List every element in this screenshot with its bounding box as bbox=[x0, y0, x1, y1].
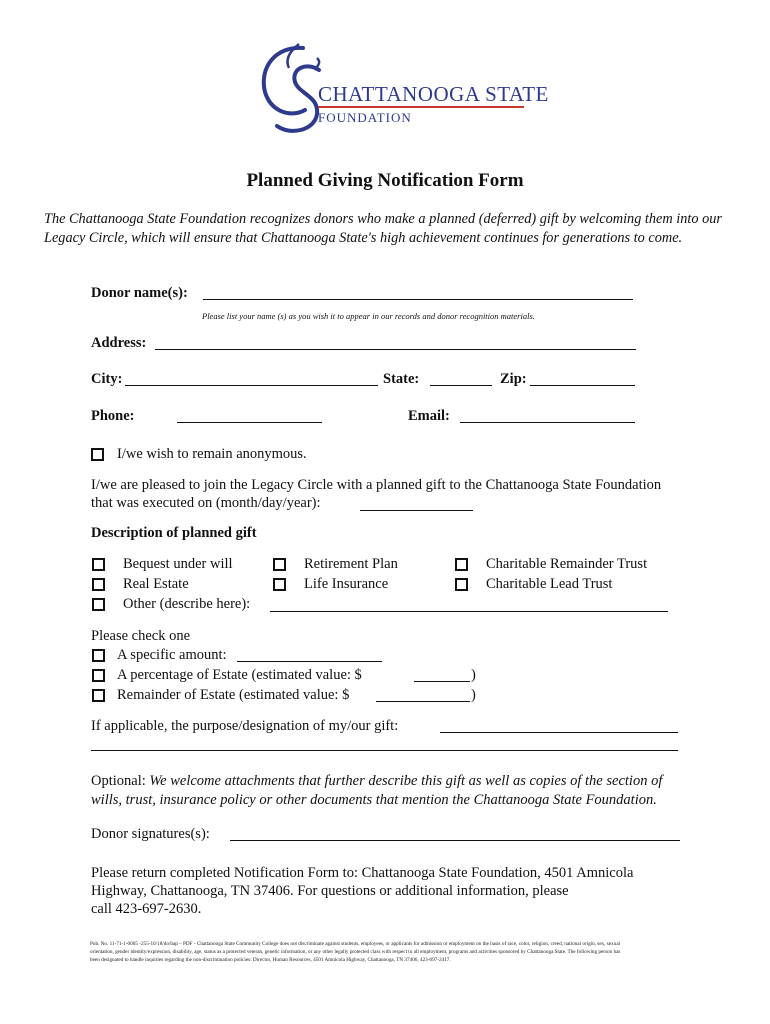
logo-line-1: CHATTANOOGA STATE bbox=[318, 82, 549, 106]
phone-field[interactable] bbox=[177, 422, 322, 423]
signature-field[interactable] bbox=[230, 840, 680, 841]
page-title: Planned Giving Notification Form bbox=[246, 170, 524, 191]
percentage-close: ) bbox=[471, 667, 476, 683]
return-line-3: call 423-697-2630. bbox=[91, 901, 202, 917]
email-label: Email: bbox=[408, 408, 450, 424]
life-insurance-checkbox[interactable] bbox=[273, 578, 286, 591]
donor-name-label: Donor name(s): bbox=[91, 285, 188, 301]
specific-amount-checkbox[interactable] bbox=[92, 649, 105, 662]
percentage-value-field[interactable] bbox=[414, 681, 470, 682]
address-label: Address: bbox=[91, 335, 147, 351]
footer-line-3: been designated to handle inquiries regarding the non-discrimination policies: Director, Human Resources, 4501 Amnicola Highway, Chattanooga, TN 37406, 423-697-2417. bbox=[90, 957, 451, 963]
remainder-trust-checkbox[interactable] bbox=[455, 558, 468, 571]
city-label: City: bbox=[91, 371, 123, 387]
specific-amount-field[interactable] bbox=[237, 661, 382, 662]
optional-line-2: wills, trust, insurance policy or other documents that mention the Chattanooga State Foundation. bbox=[91, 792, 657, 808]
real-estate-checkbox[interactable] bbox=[92, 578, 105, 591]
life-insurance-label: Life Insurance bbox=[304, 576, 389, 592]
other-describe-field[interactable] bbox=[270, 611, 668, 612]
logo-divider bbox=[318, 106, 524, 108]
purpose-field-1[interactable] bbox=[440, 732, 678, 733]
footer-line-2: orientation, gender identity/expression, disability, age, status as a protected veteran, genetic information, or any other legally protected class with respect to all employment, programs and activities sponsored by Chattanooga State. The following person has bbox=[90, 949, 621, 955]
real-estate-label: Real Estate bbox=[123, 576, 189, 592]
purpose-field-2[interactable] bbox=[91, 750, 678, 751]
address-field[interactable] bbox=[155, 349, 636, 350]
executed-date-field[interactable] bbox=[360, 510, 473, 511]
state-field[interactable] bbox=[430, 385, 492, 386]
signature-label: Donor signatures(s): bbox=[91, 826, 210, 842]
lead-trust-label: Charitable Lead Trust bbox=[486, 576, 613, 592]
optional-line-1 bbox=[91, 772, 662, 791]
remainder-checkbox[interactable] bbox=[92, 689, 105, 702]
retirement-plan-label: Retirement Plan bbox=[304, 556, 398, 572]
anonymous-label: I/we wish to remain anonymous. bbox=[117, 446, 307, 462]
check-one-heading: Please check one bbox=[91, 628, 191, 644]
remainder-label: Remainder of Estate (estimated value: $ bbox=[117, 687, 350, 703]
zip-label: Zip: bbox=[500, 371, 527, 387]
logo bbox=[255, 40, 549, 140]
return-line-1: Please return completed Notification Form to: Chattanooga State Foundation, 4501 Amnicola bbox=[91, 865, 634, 881]
logo-line-2: FOUNDATION bbox=[318, 110, 412, 125]
email-field[interactable] bbox=[460, 422, 635, 423]
footer-line-1: Pub. No. 11-71-1-0005 -255-10/18/do/bap – PDF - Chattanooga State Community College does not discriminate against students, employees, or applicants for admission or employment on the basis of race, color, religion, creed, national origin, sex, sexual bbox=[90, 941, 621, 947]
phone-label: Phone: bbox=[91, 408, 135, 424]
legacy-text-line-1: I/we are pleased to join the Legacy Circle with a planned gift to the Chattanooga State Foundation bbox=[91, 477, 662, 493]
remainder-value-field[interactable] bbox=[376, 701, 470, 702]
legacy-text-line-2: that was executed on (month/day/year): bbox=[91, 495, 321, 511]
bequest-checkbox[interactable] bbox=[92, 558, 105, 571]
other-checkbox[interactable] bbox=[92, 598, 105, 611]
other-label: Other (describe here): bbox=[123, 596, 251, 612]
intro-text: The Chattanooga State Foundation recognizes donors who make a planned (deferred) gift by welcoming them into our Legacy Circle, which will ensure that Chattanooga State's high achievement continues for generations to come. bbox=[44, 211, 722, 246]
anonymous-checkbox[interactable] bbox=[91, 448, 104, 461]
purpose-label: If applicable, the purpose/designation of my/our gift: bbox=[91, 718, 399, 734]
city-field[interactable] bbox=[125, 385, 378, 386]
donor-name-note: Please list your name (s) as you wish it to appear in our records and donor recognition materials. bbox=[202, 311, 535, 321]
optional-label: Optional: bbox=[91, 773, 150, 789]
remainder-close: ) bbox=[471, 687, 476, 703]
lead-trust-checkbox[interactable] bbox=[455, 578, 468, 591]
retirement-plan-checkbox[interactable] bbox=[273, 558, 286, 571]
zip-field[interactable] bbox=[530, 385, 635, 386]
footer-disclaimer bbox=[90, 940, 710, 964]
donor-name-field[interactable] bbox=[203, 299, 633, 300]
percentage-checkbox[interactable] bbox=[92, 669, 105, 682]
state-label: State: bbox=[383, 371, 420, 387]
return-line-2: Highway, Chattanooga, TN 37406. For questions or additional information, please bbox=[91, 883, 569, 899]
specific-amount-label: A specific amount: bbox=[117, 647, 227, 663]
remainder-trust-label: Charitable Remainder Trust bbox=[486, 556, 648, 572]
bequest-label: Bequest under will bbox=[123, 556, 233, 572]
percentage-label: A percentage of Estate (estimated value: $ bbox=[117, 667, 362, 683]
optional-text-1: We welcome attachments that further describe this gift as well as copies of the section of bbox=[149, 773, 663, 789]
description-heading: Description of planned gift bbox=[91, 525, 257, 541]
